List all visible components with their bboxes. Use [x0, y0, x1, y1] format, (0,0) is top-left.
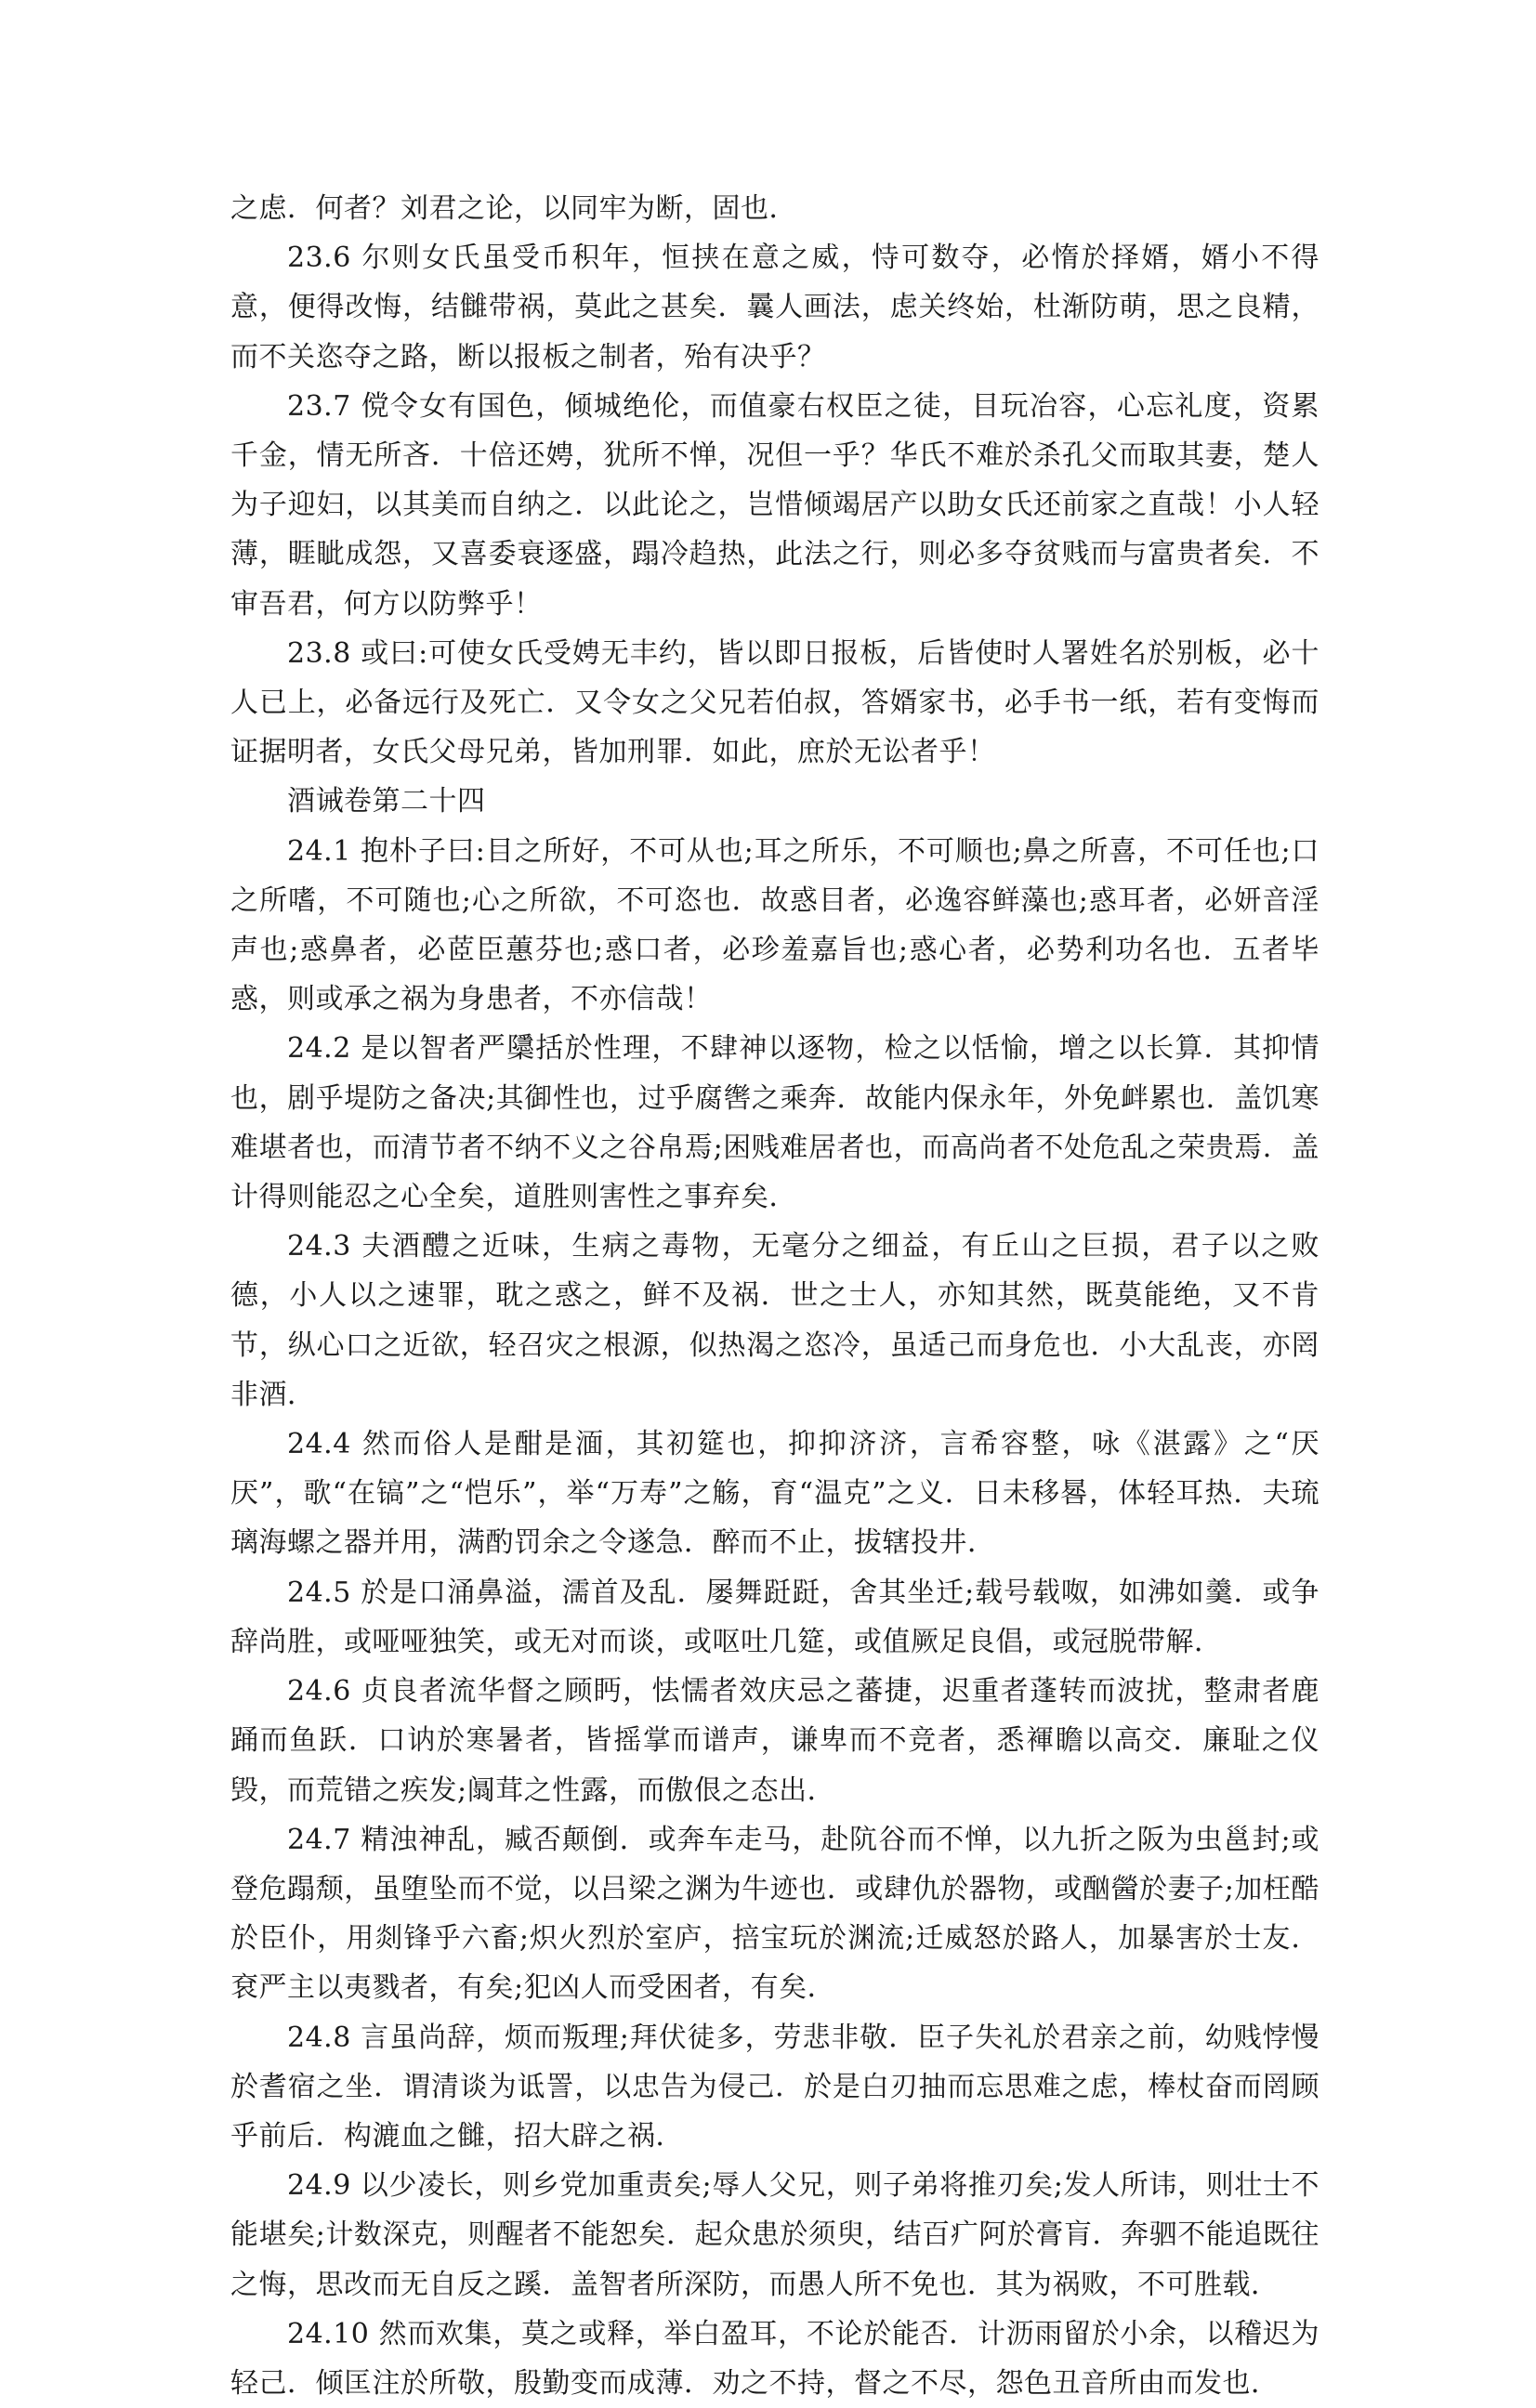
section-number: 24.6	[287, 1675, 351, 1708]
paragraph-text: 於是口涌鼻溢，濡首及乱．屡舞跹跹，舍其坐迁;载号载呶，如沸如羹．或争辞尚胜，或哑哑独笑，或无对而谈，或呕吐几筵，或值厥足良倡，或冠脱带解．	[230, 1576, 1319, 1658]
paragraph-24-1	[230, 827, 1319, 1025]
section-number: 23.7	[287, 389, 351, 423]
section-number: 24.7	[287, 1823, 351, 1856]
section-number: 23.6	[287, 242, 351, 275]
paragraph-23-6	[230, 233, 1319, 382]
section-number: 24.8	[287, 2021, 351, 2054]
paragraph-text: 然而俗人是酣是湎，其初筵也，抑抑济济，言希容整，咏《湛露》之“厌厌”，歌“在镐”之“恺乐”，举“万寿”之觞，育“温克”之义．日未移晷，体轻耳热．夫琉璃海螺之器并用，满酌罚余之令遂急．醉而不止，拔辖投井．	[230, 1428, 1319, 1560]
section-number: 24.1	[287, 834, 351, 868]
chapter-title	[230, 777, 1319, 826]
paragraph-24-9	[230, 2161, 1319, 2310]
paragraph-23-8	[230, 629, 1319, 778]
paragraph-24-7	[230, 1815, 1319, 2013]
paragraph-text: 贞良者流华督之顾眄，怯懦者效庆忌之蕃捷，迟重者蓬转而波扰，整肃者鹿踊而鱼跃．口讷於寒暑者，皆摇掌而谱声，谦卑而不竞者，悉褌瞻以高交．廉耻之仪毁，而荒错之疾发;阘茸之性露，而傲佷之态出．	[230, 1675, 1319, 1807]
paragraph-24-3	[230, 1222, 1319, 1420]
section-number: 24.10	[287, 2317, 370, 2350]
section-number: 24.4	[287, 1428, 351, 1461]
section-number: 24.9	[287, 2169, 351, 2203]
paragraph-text: 傥令女有国色，倾城绝伦，而值豪右权臣之徒，目玩冶容，心忘礼度，资累千金，情无所吝．十倍还娉，犹所不惮，况但一乎？华氏不难於杀孔父而取其妻，楚人为子迎妇，以其美而自纳之．以此论之，岂惜倾竭居产以助女氏还前家之直哉！小人轻薄，睚眦成怨，又喜委衰逐盛，蹋冷趋热，此法之行，则必多夺贫贱而与富贵者矣．不审吾君，何方以防弊乎！	[230, 389, 1319, 621]
chapter-title-text: 酒诫卷第二十四	[287, 785, 486, 818]
paragraph-text: 是以智者严櫽括於性理，不肆神以逐物，检之以恬愉，增之以长算．其抑情也，剧乎堤防之备决;其御性也，过乎腐辔之乘奔．故能内保永年，外免衅累也．盖饥寒难堪者也，而清节者不纳不义之谷帛焉;困贱难居者也，而高尚者不处危乱之荣贵焉．盖计得则能忍之心全矣，道胜则害性之事弃矣．	[230, 1032, 1319, 1214]
paragraph-text: 之虑．何者？刘君之论，以同牢为断，固也．	[230, 192, 797, 225]
section-number: 24.3	[287, 1230, 351, 1263]
paragraph-text: 精浊神乱，臧否颠倒．或奔车走马，赴阬谷而不惮，以九折之阪为虫邕封;或登危蹋颓，虽堕坠而不觉，以吕梁之渊为牛迹也．或肆仇於器物，或酗醟於妻子;加枉酷於臣仆，用剡锋乎六畜;炽火烈於室庐，掊宝玩於渊流;迁威怒於路人，加暴害於士友．袞严主以夷戮者，有矣;犯凶人而受困者，有矣．	[230, 1823, 1319, 2005]
paragraph-text: 或曰:可使女氏受娉无丰约，皆以即日报板，后皆使时人署姓名於别板，必十人已上，必备远行及死亡．又令女之父兄若伯叔，答婿家书，必手书一纸，若有变悔而证据明者，女氏父母兄弟，皆加刑罪．如此，庶於无讼者乎！	[230, 636, 1319, 769]
paragraph-text: 然而欢集，莫之或释，举白盈耳，不论於能否．计沥雨留於小余，以稽迟为轻己．倾匡注於所敬，殷勤变而成薄．劝之不持，督之不尽，怨色丑音所由而发也．	[230, 2317, 1319, 2400]
section-number: 24.5	[287, 1576, 351, 1609]
paragraph-24-6	[230, 1667, 1319, 1815]
paragraph-23-7	[230, 382, 1319, 629]
section-number: 24.2	[287, 1032, 351, 1066]
paragraph-24-5	[230, 1568, 1319, 1667]
paragraph-continuation	[230, 184, 1319, 233]
paragraph-24-10	[230, 2310, 1319, 2408]
paragraph-24-8	[230, 2013, 1319, 2162]
section-number: 23.8	[287, 636, 351, 670]
paragraph-text: 尔则女氏虽受币积年，恒挟在意之威，恃可数夺，必惰於择婿，婿小不得意，便得改悔，结雠带祸，莫此之甚矣．曩人画法，虑关终始，杜渐防萌，思之良精，而不关恣夺之路，断以报板之制者，殆有决乎？	[230, 242, 1319, 373]
paragraph-text: 言虽尚辞，烦而叛理;拜伏徒多，劳悲非敬．臣子失礼於君亲之前，幼贱悖慢於耆宿之坐．谓清谈为诋詈，以忠告为侵己．於是白刃抽而忘思难之虑，棒杖奋而罔顾乎前后．构漉血之雠，招大辟之祸．	[230, 2021, 1319, 2153]
body-text	[230, 184, 1319, 2408]
paragraph-text: 夫酒醴之近味，生病之毒物，无毫分之细益，有丘山之巨损，君子以之败德，小人以之速罪，耽之惑之，鲜不及祸．世之士人，亦知其然，既莫能绝，又不肯节，纵心口之近欲，轻召灾之根源，似热渴之恣冷，虽适己而身危也．小大乱丧，亦罔非酒．	[230, 1230, 1319, 1411]
paragraph-24-2	[230, 1024, 1319, 1222]
paragraph-text: 抱朴子曰:目之所好，不可从也;耳之所乐，不可顺也;鼻之所喜，不可任也;口之所嗜，不可随也;心之所欲，不可恣也．故惑目者，必逸容鲜藻也;惑耳者，必妍音淫声也;惑鼻者，必茝臣蕙芬也;惑口者，必珍羞嘉旨也;惑心者，必势利功名也．五者毕惑，则或承之祸为身患者，不亦信哉！	[230, 834, 1319, 1016]
paragraph-24-4	[230, 1420, 1319, 1568]
paragraph-text: 以少凌长，则乡党加重责矣;辱人父兄，则子弟将推刃矣;发人所讳，则壮士不能堪矣;计数深克，则醒者不能恕矣．起众患於须臾，结百疒阿於膏肓．奔驷不能追既往之悔，思改而无自反之蹊．盖智者所深防，而愚人所不免也．其为祸败，不可胜载．	[230, 2169, 1319, 2301]
